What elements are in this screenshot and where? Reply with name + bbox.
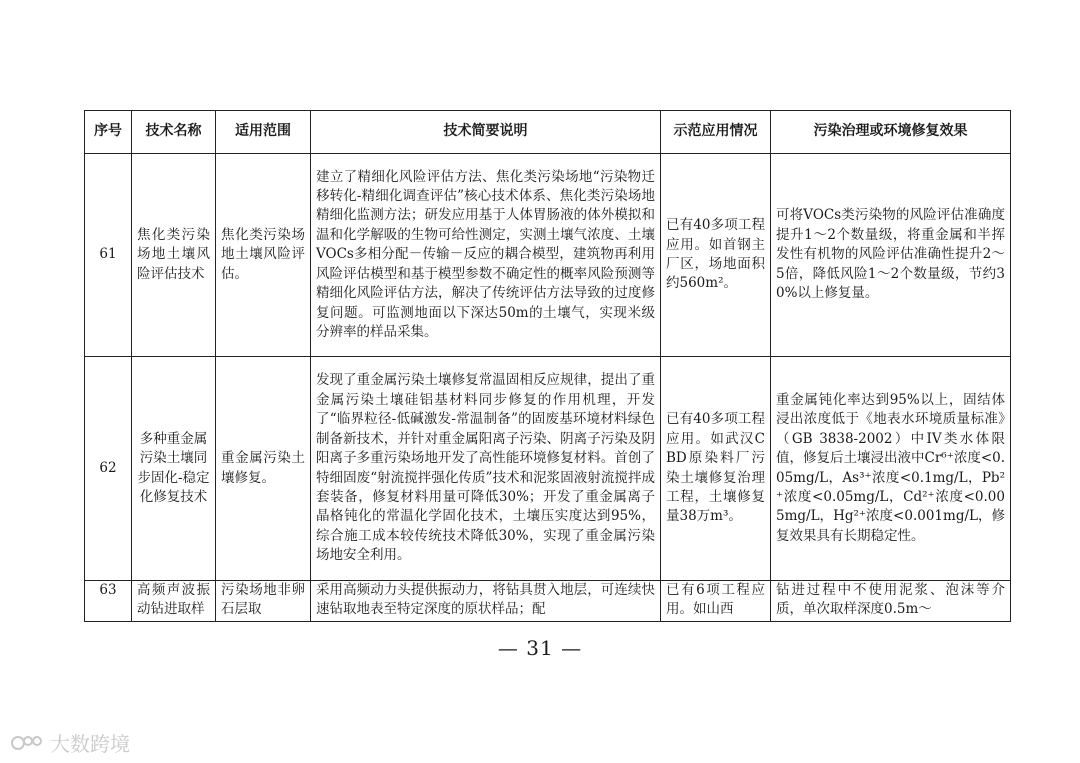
- row-name: [132, 581, 216, 622]
- row-effect: 重金属钝化率达到95%以上，固结体浸出浓度低于《地表水环境质量标准》（GB 3838-2002）中IV类水体限值，修复后土壤浸出液中Cr⁶⁺浓度<0.05mg/L，As³⁺浓度<0.1mg/L，Pb²⁺浓度<0.05mg/L，Cd²⁺浓度<0.005mg/L，Hg²⁺浓度<0.001mg/L，修复效果具有长期稳定性。: [771, 357, 1011, 581]
- table-row: [85, 357, 1011, 581]
- row-no: 62: [85, 357, 132, 581]
- header-no: 序号: [85, 111, 132, 154]
- row-effect-text: 钻进过程中不使用泥浆、泡沫等介质，单次取样深度0.5m～: [776, 582, 1005, 618]
- row-desc: 建立了精细化风险评估方法、焦化类污染场地“污染物迁移转化-精细化调查评估”核心技术体系、焦化类污染场地精细化监测方法；研发应用基于人体胃肠液的体外模拟和温和化学解吸的生物可给性测定，实测土壤气浓度、土壤VOCs多相分配－传输－反应的耦合模型，建筑物再利用风险评估模型和基于模型参数不确定性的概率风险预测等精细化风险评估方法，解决了传统评估方法导致的过度修复问题。可监测地面以下深达50m的土壤气，实现米级分辨率的样品采集。: [311, 154, 661, 357]
- row-effect: 可将VOCs类污染物的风险评估准确度提升1～2个数量级，将重金属和半挥发性有机物的风险评估准确性提升2～5倍，降低风险1～2个数量级，节约30%以上修复量。: [771, 154, 1011, 357]
- row-name-text: 高频声波振动钻进取样: [137, 582, 210, 618]
- row-no: 61: [85, 154, 132, 357]
- row-no-text: 63: [99, 582, 117, 598]
- header-effect: 污染治理或环境修复效果: [771, 111, 1011, 154]
- row-no: [85, 581, 132, 622]
- row-demo: 已有40多项工程应用。如首钢主厂区，场地面积约560m²。: [661, 154, 771, 357]
- table-header-row: [85, 111, 1011, 154]
- header-demo: 示范应用情况: [661, 111, 771, 154]
- header-name: 技术名称: [132, 111, 216, 154]
- watermark: [10, 728, 130, 757]
- header-desc: 技术简要说明: [311, 111, 661, 154]
- technology-table: [84, 110, 1011, 622]
- row-desc: [311, 581, 661, 622]
- table-row: [85, 581, 1011, 622]
- watermark-logo-icon: [10, 733, 44, 753]
- row-name: 多种重金属污染土壤同步固化-稳定化修复技术: [132, 357, 216, 581]
- row-scope: [216, 581, 311, 622]
- watermark-text: 大数跨境: [50, 732, 130, 756]
- table-row: [85, 154, 1011, 357]
- row-demo-text: 已有6项工程应用。如山西: [666, 582, 765, 618]
- row-demo: [661, 581, 771, 622]
- row-scope-text: 污染场地非卵石层取: [221, 582, 305, 618]
- row-name: 焦化类污染场地土壤风险评估技术: [132, 154, 216, 357]
- row-effect: [771, 581, 1011, 622]
- page-number: — 31 —: [497, 636, 583, 660]
- row-desc: 发现了重金属污染土壤修复常温固相反应规律，提出了重金属污染土壤硅铝基材料同步修复的作用机理，开发了“临界粒径-低碱激发-常温制备”的固废基环境材料绿色制备新技术，并针对重金属阳离子污染、阴离子污染及阴阳离子多重污染场地开发了高性能环境修复材料。首创了特细固废“射流搅拌强化传质”技术和泥浆固液射流搅拌成套装备，修复材料用量可降低30%；开发了重金属离子晶格钝化的常温化学固化技术，土壤压实度达到95%，综合施工成本较传统技术降低30%，实现了重金属污染场地安全利用。: [311, 357, 661, 581]
- row-scope: 重金属污染土壤修复。: [216, 357, 311, 581]
- row-scope: 焦化类污染场地土壤风险评估。: [216, 154, 311, 357]
- row-demo: 已有40多项工程应用。如武汉CBD原染料厂污染土壤修复治理工程，土壤修复量38万m³。: [661, 357, 771, 581]
- header-scope: 适用范围: [216, 111, 311, 154]
- row-desc-text: 采用高频动力头提供振动力，将钻具贯入地层，可连续快速钻取地表至特定深度的原状样品；配: [316, 582, 655, 618]
